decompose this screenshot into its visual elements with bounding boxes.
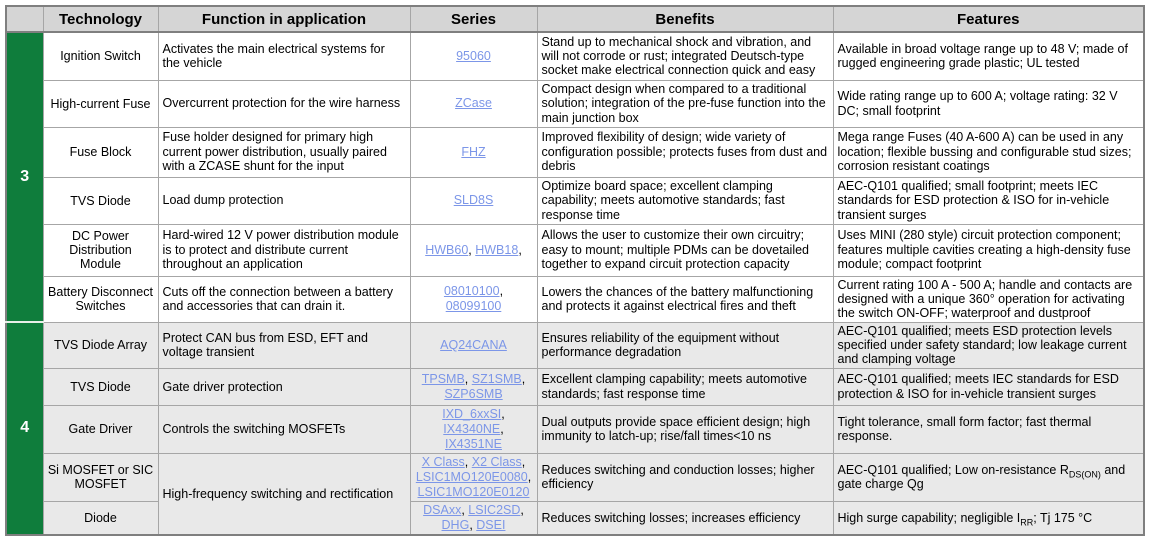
table-row	[6, 127, 1144, 177]
technology-cell: High-current Fuse	[43, 80, 158, 127]
series-link-dsaxx[interactable]: DSAxx	[423, 502, 462, 517]
series-cell: HWB60, HWB18,	[410, 224, 537, 276]
series-cell: DSAxx, LSIC2SD, DHG, DSEI	[410, 501, 537, 535]
col-header-features: Features	[833, 6, 1144, 32]
section-number-3: 3	[6, 32, 43, 322]
series-link-ix4340ne[interactable]: IX4340NE	[443, 421, 501, 436]
col-header-function: Function in application	[158, 6, 410, 32]
table-container	[5, 5, 1145, 536]
text-segment: ; Tj 175 °C	[1033, 510, 1093, 525]
benefits-cell: Excellent clamping capability; meets automotive standards; fast response time	[537, 368, 833, 405]
header-row	[6, 6, 1144, 32]
text-segment: AEC-Q101 qualified; Low on-resistance R	[837, 462, 1069, 477]
table-row	[6, 405, 1144, 453]
table-row	[6, 276, 1144, 322]
series-link-sz1smb[interactable]: SZ1SMB	[471, 371, 522, 386]
series-link-hwb60[interactable]: HWB60	[425, 242, 469, 257]
technology-cell: Diode	[43, 501, 158, 535]
series-link-lsic2sd[interactable]: LSIC2SD	[468, 502, 521, 517]
series-link-x2-class[interactable]: X2 Class	[471, 454, 522, 469]
benefits-cell: Ensures reliability of the equipment without performance degradation	[537, 322, 833, 368]
series-link-zcase[interactable]: ZCase	[455, 96, 492, 110]
series-cell	[410, 322, 537, 368]
function-cell: Activates the main electrical systems for the vehicle	[158, 32, 410, 80]
table-row	[6, 322, 1144, 368]
series-link-08010100[interactable]: 08010100	[443, 284, 500, 299]
features-cell: AEC-Q101 qualified; meets ESD protection levels specified under safety standard; low leakage current and clamping voltage	[833, 322, 1144, 368]
section-number-4: 4	[6, 322, 43, 535]
series-link-fhz[interactable]: FHZ	[461, 144, 486, 159]
col-header-benefits: Benefits	[537, 6, 833, 32]
series-cell: 08010100, 08099100	[410, 276, 537, 322]
features-cell: AEC-Q101 qualified; meets IEC standards for ESD protection & ISO for in-vehicle transient surges	[833, 368, 1144, 405]
technology-cell: Si MOSFET or SIC MOSFET	[43, 453, 158, 501]
series-cell: IXD_6xxSI, IX4340NE, IX4351NE	[410, 405, 537, 453]
text-segment: and gate charge Qg	[837, 462, 1126, 492]
function-cell: Overcurrent protection for the wire harness	[158, 80, 410, 127]
series-link-ix4351ne[interactable]: IX4351NE	[445, 436, 502, 451]
series-link-dhg[interactable]: DHG	[441, 517, 470, 532]
benefits-cell: Compact design when compared to a traditional solution; integration of the pre-fuse function into the main junction box	[537, 80, 833, 127]
technology-cell: TVS Diode	[43, 368, 158, 405]
technology-cell: DC Power Distribution Module	[43, 224, 158, 276]
benefits-cell: Optimize board space; excellent clamping capability; meets automotive standards; fast response time	[537, 177, 833, 224]
features-cell: Wide rating range up to 600 A; voltage rating: 32 V DC; small footprint	[833, 80, 1144, 127]
table-row	[6, 368, 1144, 405]
features-cell: Current rating 100 A - 500 A; handle and contacts are designed with a unique 360° operation for activating the switch ON-OFF; waterproof and dustproof	[833, 276, 1144, 322]
technology-cell: Ignition Switch	[43, 32, 158, 80]
series-link-x-class[interactable]: X Class	[421, 454, 465, 469]
benefits-cell: Dual outputs provide space efficient design; high immunity to latch-up; rise/fall times<10 ns	[537, 405, 833, 453]
function-cell: Controls the switching MOSFETs	[158, 405, 410, 453]
technology-cell: Fuse Block	[43, 127, 158, 177]
series-cell	[410, 177, 537, 224]
technology-cell: TVS Diode	[43, 177, 158, 224]
series-cell: TPSMB, SZ1SMB, SZP6SMB	[410, 368, 537, 405]
features-cell	[833, 453, 1144, 501]
benefits-cell: Allows the user to customize their own circuitry; easy to mount; multiple PDMs can be dovetailed together to expand circuit protection capacity	[537, 224, 833, 276]
benefits-cell: Lowers the chances of the battery malfunctioning and protects it against electrical fires and theft	[537, 276, 833, 322]
features-cell	[833, 501, 1144, 535]
function-cell: Load dump protection	[158, 177, 410, 224]
features-cell: Uses MINI (280 style) circuit protection component; features multiple cavities creating a high-density fuse module; compact footprint	[833, 224, 1144, 276]
series-link-sld8s[interactable]: SLD8S	[453, 193, 494, 207]
series-cell: X Class, X2 Class, LSIC1MO120E0080, LSIC1MO120E0120	[410, 453, 537, 501]
features-cell: Tight tolerance, small form factor; fast thermal response.	[833, 405, 1144, 453]
series-link-aq24cana[interactable]: AQ24CANA	[440, 337, 507, 352]
technology-cell: TVS Diode Array	[43, 322, 158, 368]
col-header-series: Series	[410, 6, 537, 32]
series-link-lsic1mo120e0080[interactable]: LSIC1MO120E0080	[415, 469, 528, 484]
series-link-08099100[interactable]: 08099100	[445, 299, 502, 314]
product-table	[5, 5, 1145, 536]
technology-cell: Gate Driver	[43, 405, 158, 453]
benefits-cell: Improved flexibility of design; wide variety of configuration possible; protects fuses from dust and debris	[537, 127, 833, 177]
benefits-cell: Reduces switching and conduction losses; higher efficiency	[537, 453, 833, 501]
table-row	[6, 224, 1144, 276]
table-row	[6, 32, 1144, 80]
table-row	[6, 80, 1144, 127]
benefits-cell: Stand up to mechanical shock and vibration, and will not corrode or rust; integrated Deutsch-type socket make electrical connection quick and easy	[537, 32, 833, 80]
series-cell	[410, 80, 537, 127]
series-cell	[410, 127, 537, 177]
function-cell: Gate driver protection	[158, 368, 410, 405]
text-segment: High surge capability; negligible I	[837, 510, 1021, 525]
subscript-text: DS(ON)	[1068, 469, 1101, 480]
series-link-95060[interactable]: 95060	[456, 48, 491, 63]
series-link-szp6smb[interactable]: SZP6SMB	[444, 386, 503, 401]
series-link-dsei[interactable]: DSEI	[476, 517, 506, 532]
function-cell: Hard-wired 12 V power distribution module is to protect and distribute current throughout an application	[158, 224, 410, 276]
corner-cell	[6, 6, 43, 32]
technology-cell: Battery Disconnect Switches	[43, 276, 158, 322]
function-cell: High-frequency switching and rectification	[158, 453, 410, 535]
table-row	[6, 453, 1144, 501]
table-row	[6, 177, 1144, 224]
function-cell: Cuts off the connection between a battery and accessories that can drain it.	[158, 276, 410, 322]
benefits-cell: Reduces switching losses; increases efficiency	[537, 501, 833, 535]
series-link-hwb18[interactable]: HWB18	[475, 242, 519, 257]
subscript-text: RR	[1020, 517, 1034, 528]
series-cell	[410, 32, 537, 80]
features-cell: Available in broad voltage range up to 48 V; made of rugged engineering grade plastic; UL tested	[833, 32, 1144, 80]
features-cell: AEC-Q101 qualified; small footprint; meets IEC standards for ESD protection & ISO for in-vehicle transient surges	[833, 177, 1144, 224]
features-cell: Mega range Fuses (40 A-600 A) can be used in any location; flexible bussing and configurable stud sizes; corrosion resistant coatings	[833, 127, 1144, 177]
function-cell: Fuse holder designed for primary high current power distribution, usually paired with a ZCASE shunt for the input	[158, 127, 410, 177]
series-link-ixd-6xxsi[interactable]: IXD_6xxSI	[442, 406, 502, 421]
function-cell: Protect CAN bus from ESD, EFT and voltage transient	[158, 322, 410, 368]
col-header-technology: Technology	[43, 6, 158, 32]
series-link-tpsmb[interactable]: TPSMB	[421, 371, 465, 386]
series-link-lsic1mo120e0120[interactable]: LSIC1MO120E0120	[417, 484, 530, 499]
